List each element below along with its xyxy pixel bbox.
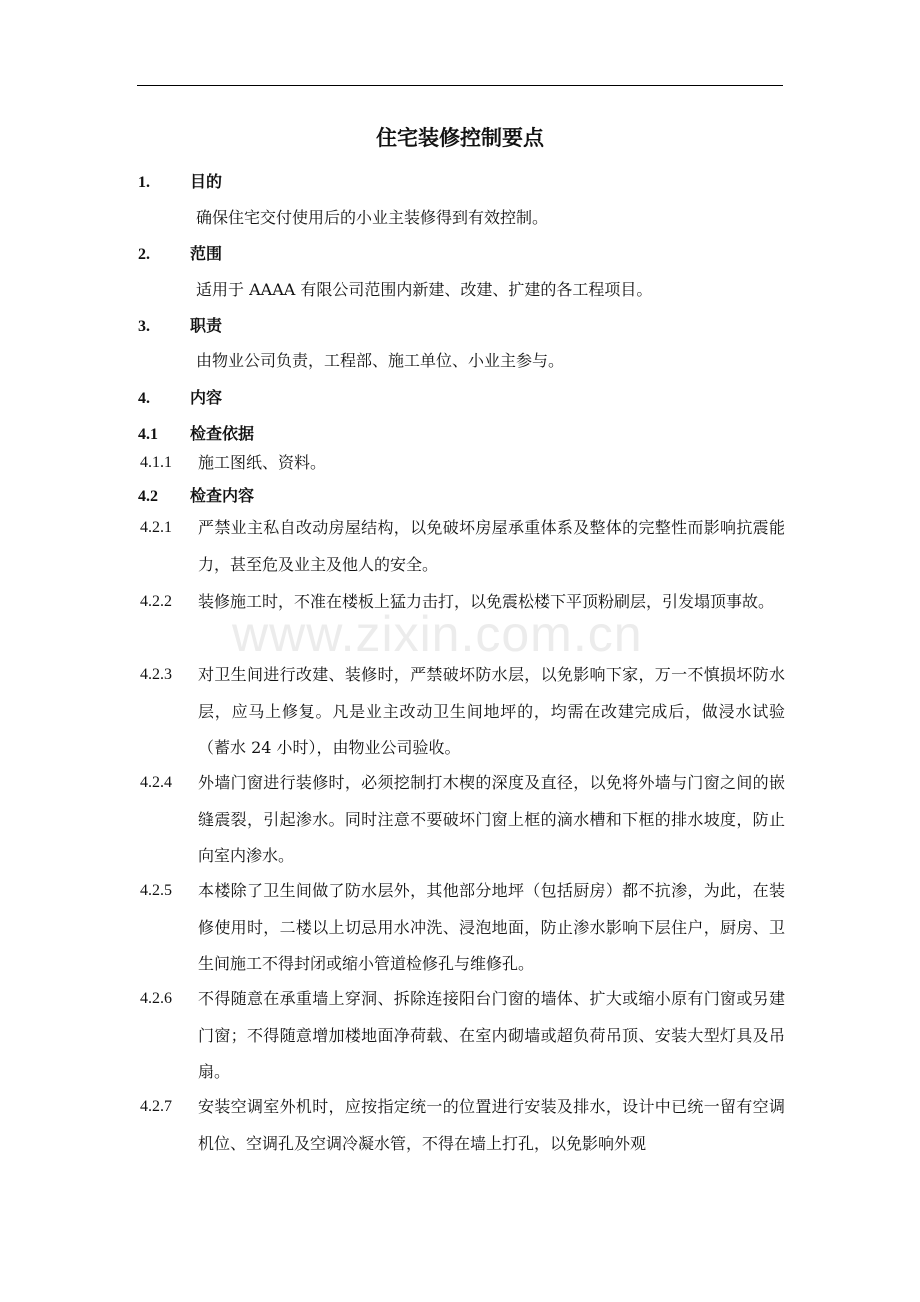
section-heading	[138, 313, 222, 336]
document-title: 住宅装修控制要点	[376, 126, 544, 150]
section-paragraph: 适用于 AAAA 有限公司范围内新建、改建、扩建的各工程项目。	[196, 280, 653, 299]
subsection-number: 4.2	[138, 488, 158, 505]
watermark: www.zixin.com.cn	[232, 606, 643, 662]
section-heading	[138, 169, 222, 192]
item-text: 安装空调室外机时，应按指定统一的位置进行安装及排水，设计中已统一留有空调机位、空调孔及空调冷凝水管，不得在墙上打孔，以免影响外观	[198, 1097, 785, 1153]
section-heading	[138, 385, 222, 408]
section-paragraph: 确保住宅交付使用后的小业主装修得到有效控制。	[196, 208, 549, 227]
item-number: 4.2.7	[140, 1098, 172, 1115]
item-number: 4.1.1	[140, 454, 172, 471]
item-text: 外墙门窗进行装修时，必须挖制打木楔的深度及直径，以免将外墙与门窗之间的嵌缝震裂，引起渗水。同时注意不要破坏门窗上框的滴水槽和下框的排水坡度，防止向室内渗水。	[198, 773, 785, 865]
item-text: 不得随意在承重墙上穿洞、拆除连接阳台门窗的墙体、扩大或缩小原有门窗或另建门窗；不得随意增加楼地面净荷载、在室内砌墙或超负荷吊顶、安装大型灯具及吊扇。	[198, 989, 785, 1081]
section-number: 3.	[138, 318, 150, 335]
subsection-number: 4.1	[138, 426, 158, 443]
item-text: 装修施工时，不准在楼板上猛力击打，以免震松楼下平顶粉刷层，引发塌顶事故。	[198, 592, 775, 611]
item-text: 本楼除了卫生间做了防水层外，其他部分地坪（包括厨房）都不抗渗，为此，在装修使用时，二楼以上切忌用水冲洗、浸泡地面，防止渗水影响下层住户，厨房、卫生间施工不得封闭或缩小管道检修孔与维修孔。	[198, 881, 785, 973]
section-heading	[138, 241, 222, 264]
subsection-title: 检查内容	[190, 486, 255, 505]
list-item	[140, 981, 785, 1091]
item-number: 4.2.4	[140, 774, 172, 791]
section-title: 职责	[190, 316, 223, 335]
section-title: 范围	[190, 244, 223, 263]
section-paragraph: 由物业公司负责，工程部、施工单位、小业主参与。	[196, 351, 565, 370]
list-item	[140, 657, 785, 767]
section-title: 目的	[190, 172, 223, 191]
section-number: 1.	[138, 174, 150, 191]
section-number: 2.	[138, 246, 150, 263]
item-number: 4.2.3	[140, 666, 172, 683]
subsection-heading	[138, 421, 254, 444]
list-item	[140, 873, 785, 983]
section-title: 内容	[190, 388, 223, 407]
item-number: 4.2.6	[140, 990, 172, 1007]
list-item	[140, 510, 785, 583]
subsection-heading	[138, 483, 254, 506]
section-number: 4.	[138, 390, 150, 407]
item-number: 4.2.5	[140, 882, 172, 899]
list-item	[140, 445, 785, 482]
item-text: 对卫生间进行改建、装修时，严禁破坏防水层，以免影响下家，万一不慎损坏防水层，应马上修复。凡是业主改动卫生间地坪的，均需在改建完成后，做浸水试验（蓄水 24 小时），由物业公司验收。	[198, 665, 785, 757]
item-number: 4.2.2	[140, 593, 172, 610]
list-item	[140, 1089, 785, 1162]
item-text: 施工图纸、资料。	[198, 453, 327, 472]
subsection-title: 检查依据	[190, 424, 255, 443]
list-item	[140, 765, 785, 875]
header-rule	[137, 85, 783, 86]
item-text: 严禁业主私自改动房屋结构，以免破坏房屋承重体系及整体的完整性而影响抗震能力，甚至危及业主及他人的安全。	[198, 518, 785, 574]
item-number: 4.2.1	[140, 519, 172, 536]
